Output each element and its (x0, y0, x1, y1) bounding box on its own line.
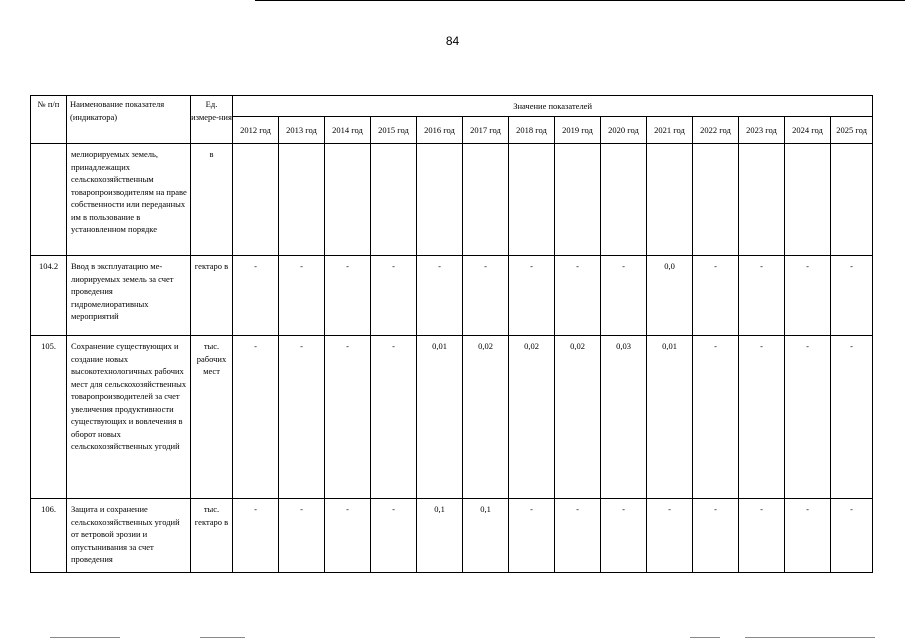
row-indicator-name: Ввод в эксплуатацию ме-лиорируемых земель за счет проведения гидромелиоративных мероприятий (67, 256, 191, 336)
bottom-rule (50, 637, 120, 638)
row-value-cell: - (831, 499, 873, 573)
row-value-cell: - (371, 499, 417, 573)
header-year: 2022 год (693, 117, 739, 144)
table-row (31, 499, 873, 573)
row-value-cell (463, 144, 509, 256)
row-value-cell: - (831, 256, 873, 336)
row-value-cell (371, 144, 417, 256)
page-number: 84 (445, 34, 460, 48)
row-value-cell (647, 144, 693, 256)
row-value-cell: - (371, 336, 417, 499)
row-indicator-name: мелиорируемых земель, принадлежащих сельскохозяйственным товаропроизводителям на праве собственности или переданных им в пользование в установленном порядке (67, 144, 191, 256)
indicators-table (30, 95, 873, 573)
row-unit: тыс. гектаро в (191, 499, 233, 573)
header-year: 2020 год (601, 117, 647, 144)
row-value-cell: - (555, 499, 601, 573)
header-year: 2015 год (371, 117, 417, 144)
row-unit: в (191, 144, 233, 256)
row-number: 105. (31, 336, 67, 499)
bottom-rule (745, 637, 875, 638)
header-name: Наименование показателя (индикатора) (67, 96, 191, 144)
header-year: 2019 год (555, 117, 601, 144)
top-rule (255, 0, 905, 1)
row-value-cell (509, 144, 555, 256)
row-number: 104.2 (31, 256, 67, 336)
row-value-cell: 0,01 (417, 336, 463, 499)
row-indicator-name: Сохранение существующих и создание новых высокотехнологичных рабочих мест для сельскохозяйственных товаропроизводителей за счет увеличения продуктивности существующих и вовлечения в оборот новых сельскохозяйственных угодий (67, 336, 191, 499)
row-indicator-name: Защита и сохранение сельскохозяйственных угодий от ветровой эрозии и опустынивания за счет проведения (67, 499, 191, 573)
table-row (31, 336, 873, 499)
header-year: 2021 год (647, 117, 693, 144)
row-value-cell (831, 144, 873, 256)
row-value-cell: - (279, 499, 325, 573)
row-value-cell: - (233, 336, 279, 499)
row-value-cell: - (831, 336, 873, 499)
header-year: 2013 год (279, 117, 325, 144)
row-value-cell (601, 144, 647, 256)
row-value-cell: 0,02 (463, 336, 509, 499)
row-value-cell: - (785, 256, 831, 336)
header-year: 2024 год (785, 117, 831, 144)
row-value-cell: 0,02 (509, 336, 555, 499)
header-year: 2014 год (325, 117, 371, 144)
header-values-group: Значение показателей (233, 96, 873, 117)
table-body (31, 144, 873, 573)
row-value-cell (555, 144, 601, 256)
row-value-cell: 0,0 (647, 256, 693, 336)
header-unit: Ед. измере-ния (191, 96, 233, 144)
row-value-cell: 0,03 (601, 336, 647, 499)
row-value-cell (693, 144, 739, 256)
row-value-cell (325, 144, 371, 256)
row-value-cell (279, 144, 325, 256)
header-year: 2012 год (233, 117, 279, 144)
row-value-cell: - (739, 499, 785, 573)
row-value-cell: - (693, 336, 739, 499)
row-value-cell: - (279, 256, 325, 336)
row-value-cell: - (233, 256, 279, 336)
row-unit: гектаро в (191, 256, 233, 336)
header-year: 2016 год (417, 117, 463, 144)
row-value-cell: - (647, 499, 693, 573)
row-value-cell: - (601, 499, 647, 573)
header-row (31, 96, 873, 117)
row-value-cell: - (739, 336, 785, 499)
row-value-cell: - (371, 256, 417, 336)
row-unit: тыс. рабочих мест (191, 336, 233, 499)
row-value-cell (785, 144, 831, 256)
header-year: 2018 год (509, 117, 555, 144)
row-value-cell (417, 144, 463, 256)
row-value-cell: - (739, 256, 785, 336)
row-value-cell: - (693, 499, 739, 573)
row-value-cell: 0,02 (555, 336, 601, 499)
header-year: 2023 год (739, 117, 785, 144)
row-value-cell: - (325, 256, 371, 336)
row-value-cell: - (509, 256, 555, 336)
row-value-cell: - (555, 256, 601, 336)
row-value-cell: - (233, 499, 279, 573)
row-value-cell: - (601, 256, 647, 336)
row-value-cell: - (509, 499, 555, 573)
row-value-cell: - (325, 336, 371, 499)
header-year: 2017 год (463, 117, 509, 144)
row-value-cell: - (325, 499, 371, 573)
header-number: № п/п (31, 96, 67, 144)
row-value-cell (739, 144, 785, 256)
row-number (31, 144, 67, 256)
row-value-cell: 0,01 (647, 336, 693, 499)
row-value-cell: - (693, 256, 739, 336)
bottom-rule (200, 637, 245, 638)
row-value-cell: - (785, 336, 831, 499)
row-value-cell (233, 144, 279, 256)
row-value-cell: 0,1 (417, 499, 463, 573)
row-number: 106. (31, 499, 67, 573)
bottom-rule (690, 637, 720, 638)
row-value-cell: 0,1 (463, 499, 509, 573)
table-row (31, 256, 873, 336)
row-value-cell: - (279, 336, 325, 499)
header-year: 2025 год (831, 117, 873, 144)
row-value-cell: - (417, 256, 463, 336)
row-value-cell: - (463, 256, 509, 336)
row-value-cell: - (785, 499, 831, 573)
table-row (31, 144, 873, 256)
